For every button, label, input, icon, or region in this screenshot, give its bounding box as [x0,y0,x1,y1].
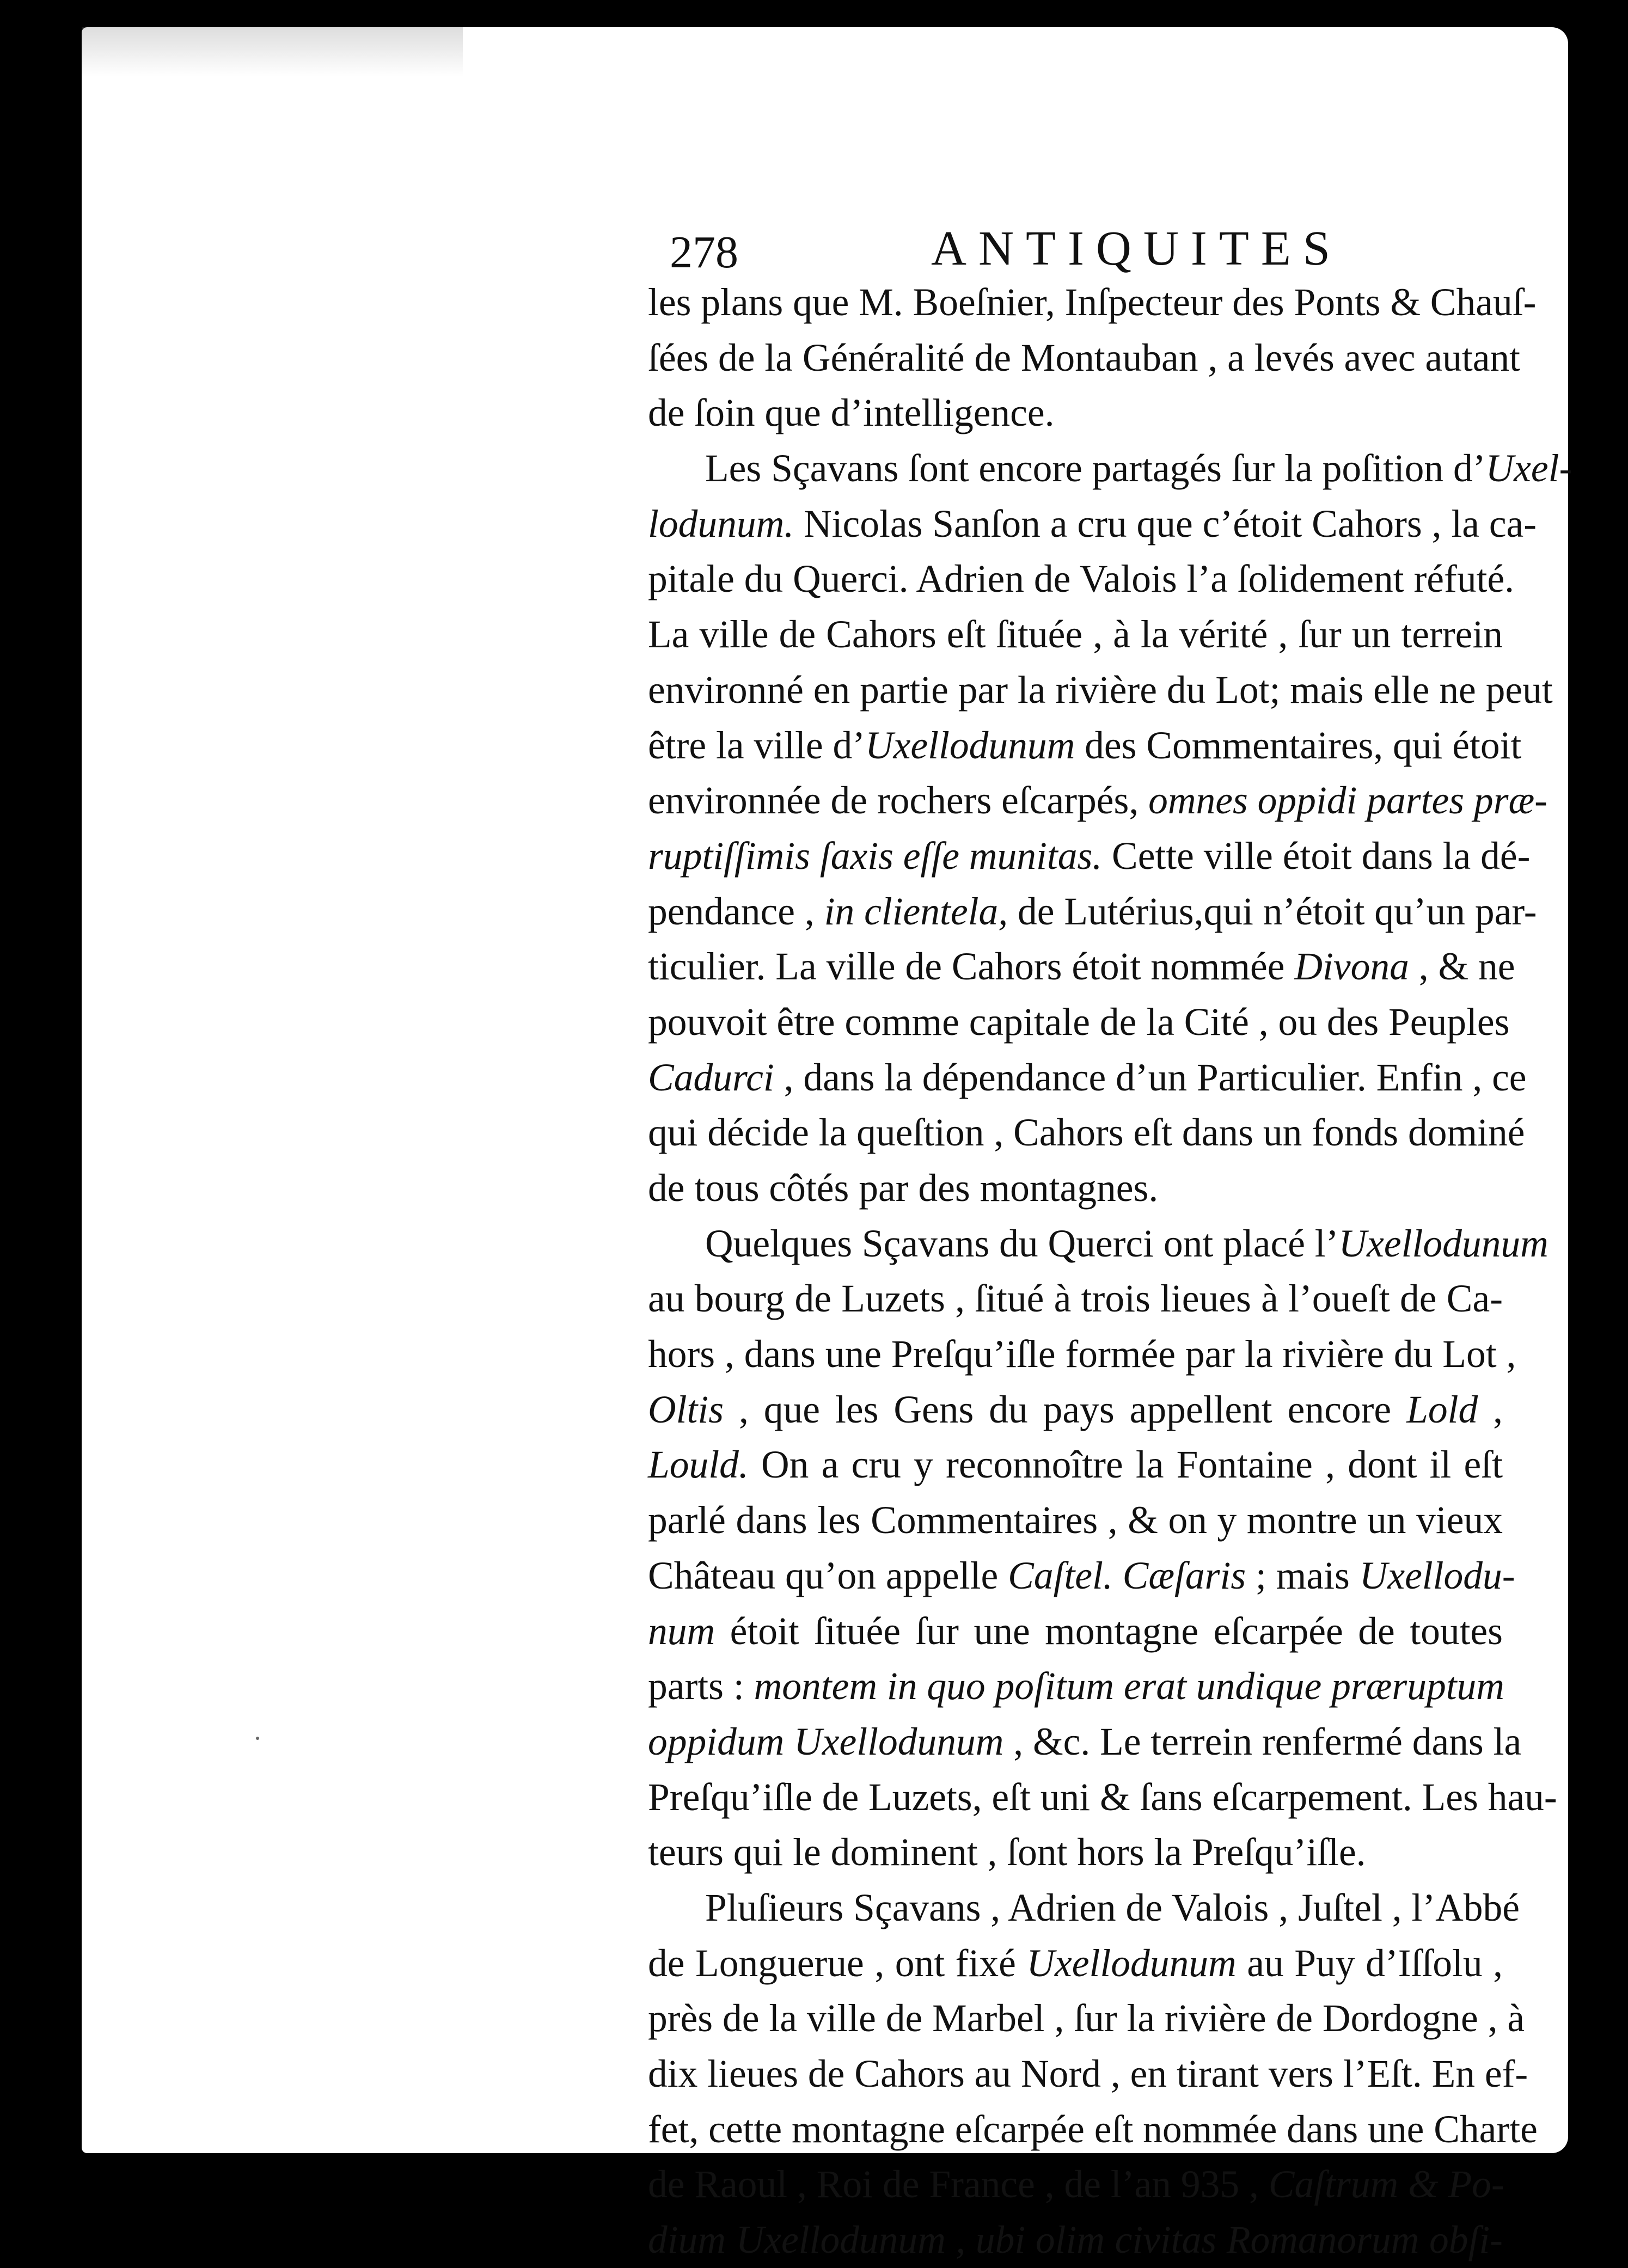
text-line [648,1050,1527,1106]
text-segment: qui décide la queſtion , Cahors eſt dans un fonds dominé [648,1111,1525,1155]
text-line [648,884,1537,940]
italic-segment: Oltis [648,1388,724,1431]
text-line [648,718,1522,774]
text-segment: ticulier. La ville de Cahors étoit nommée [648,945,1295,989]
text-line [648,663,1553,718]
italic-segment: Caſtrum & Po- [1268,2163,1504,2206]
italic-segment: Uxellodu- [1359,1554,1515,1597]
italic-segment: in clientela, [824,890,1008,933]
italic-segment: Cadurci [648,1056,774,1099]
text-line [648,1714,1522,1770]
text-line [648,275,1537,330]
text-segment: Pluſieurs Sçavans , Adrien de Valois , Juſtel , l’Abbé [705,1886,1520,1929]
text-segment: , [1478,1388,1503,1431]
text-line [648,496,1537,552]
text-line [648,939,1515,995]
body-text [648,275,1572,2268]
text-line [648,829,1531,884]
book-page [82,27,1572,2262]
italic-segment: Lold [1406,1388,1478,1431]
italic-segment: Uxellodunum [865,724,1075,767]
text-line [648,1382,1503,1438]
text-segment: environné en partie par la rivière du Lot; mais elle ne peut [648,668,1553,712]
text-segment: , dans la dépendance d’un Particulier. Enfin , ce [774,1056,1527,1099]
page-speck [256,1737,259,1740]
text-segment: de tous côtés par des montagnes. [648,1167,1159,1210]
text-segment: de ſoin que d’intelligence. [648,391,1055,435]
text-segment: Preſqu’iſle de Luzets, eſt uni & ſans eſcarpement. Les hau- [648,1775,1557,1819]
text-line [648,1825,1503,1880]
text-line [648,2102,1538,2157]
text-line [648,773,1547,829]
text-line [648,1548,1515,1604]
text-segment: les plans que M. Boeſnier, Inſpecteur des Ponts & Chauſ- [648,281,1537,324]
italic-segment: dium Uxellodunum , ubi olim civitas Romanorum obſi- [648,2218,1503,2262]
text-segment: hors , dans une Preſqu’iſle formée par la rivière du Lot , [648,1333,1516,1376]
italic-segment: lodunum. [648,502,794,545]
italic-segment: oppidum Uxellodunum [648,1720,1004,1763]
text-segment: , & ne [1409,945,1515,989]
text-line [648,2046,1528,2102]
text-segment: Nicolas Sanſon a cru que c’étoit Cahors , la ca- [794,502,1537,545]
text-segment: parlé dans les Commentaires , & on y montre un vieux [648,1499,1503,1542]
running-head [670,220,1345,280]
text-line [648,1216,1549,1272]
running-title: ANTIQUITES [931,222,1342,275]
italic-segment: montem in quo poſitum erat undique præruptum [754,1665,1504,1708]
text-line [648,1437,1503,1493]
text-segment: fet, cette montagne eſcarpée eſt nommée dans une Charte [648,2107,1538,2151]
italic-segment: Uxellodunum [1338,1222,1549,1265]
italic-segment: Uxel- [1485,447,1572,491]
text-segment: de Longuerue , ont fixé [648,1941,1027,1985]
text-line [648,441,1572,496]
italic-segment: Uxellodunum [1026,1941,1237,1985]
text-line [648,2157,1503,2212]
text-line [648,1327,1516,1382]
italic-segment: num [648,1609,715,1653]
text-segment: au Puy d’Iſſolu , [1236,1941,1503,1985]
text-segment: ſées de la Généralité de Montauban , a levés avec autant [648,336,1521,379]
text-line [648,1770,1557,1825]
text-segment: Cette ville étoit dans la dé- [1102,834,1531,878]
text-segment: , &c. Le terrein renfermé dans la [1003,1720,1522,1763]
page-number: 278 [670,227,738,278]
text-segment: teurs qui le dominent , ſont hors la Preſqu’iſle. [648,1831,1366,1874]
text-segment: au bourg de Luzets , ſitué à trois lieues à l’oueſt de Ca- [648,1277,1503,1321]
text-segment: près de la ville de Marbel , ſur la rivière de Dordogne , à [648,1997,1525,2040]
text-line [648,330,1521,386]
text-segment: La ville de Cahors eſt ſituée , à la vérité , ſur un terrein [648,613,1503,657]
italic-segment: Lould. [648,1443,749,1487]
text-segment: dix lieues de Cahors au Nord , en tirant vers l’Eſt. En ef- [648,2052,1528,2095]
text-segment: Quelques Sçavans du Querci ont placé l’ [705,1222,1339,1265]
text-line [648,2212,1503,2268]
text-segment: de Raoul , Roi de France , de l’an 935 , [648,2163,1269,2206]
text-segment: environnée de rochers eſcarpés, [648,779,1149,823]
italic-segment: omnes oppidi partes præ- [1148,779,1547,823]
text-segment: Les Sçavans ſont encore partagés ſur la poſition d’ [705,447,1486,491]
text-segment: Château qu’on appelle [648,1554,1008,1597]
text-line [648,995,1510,1050]
text-line [648,385,1503,441]
text-segment: pendance , [648,890,824,933]
text-line [648,1493,1503,1548]
text-segment: pitale du Querci. Adrien de Valois l’a ſolidement réfuté. [648,557,1515,601]
text-segment: des Commentaires, qui étoit [1075,724,1522,767]
italic-segment: Caſtel. Cæſaris [1008,1554,1246,1597]
text-line [648,1659,1503,1714]
italic-segment: ruptiſſimis ſaxis eſſe munitas. [648,834,1103,878]
text-line [648,1161,1503,1216]
text-line [648,1271,1503,1327]
text-line [648,1880,1520,1936]
text-line [648,1604,1503,1659]
text-segment: parts : [648,1665,754,1708]
page-edge-shading [82,27,463,76]
text-segment: de Lutérius,qui n’étoit qu’un par- [1008,890,1537,933]
text-line [648,1991,1525,2046]
text-segment: être la ville d’ [648,724,866,767]
text-line [648,551,1515,607]
text-segment: pouvoit être comme capitale de la Cité , ou des Peuples [648,1000,1510,1044]
text-segment: étoit ſituée ſur une montagne eſcarpée de toutes [715,1609,1503,1653]
text-line [648,1105,1525,1161]
italic-segment: Divona [1294,945,1409,989]
text-line [648,607,1503,663]
text-segment: , que les Gens du pays appellent encore [724,1388,1407,1431]
text-segment: On a cru y reconnoître la Fontaine , dont il eſt [748,1443,1503,1487]
text-line [648,1936,1503,1991]
text-segment: ; mais [1246,1554,1360,1597]
